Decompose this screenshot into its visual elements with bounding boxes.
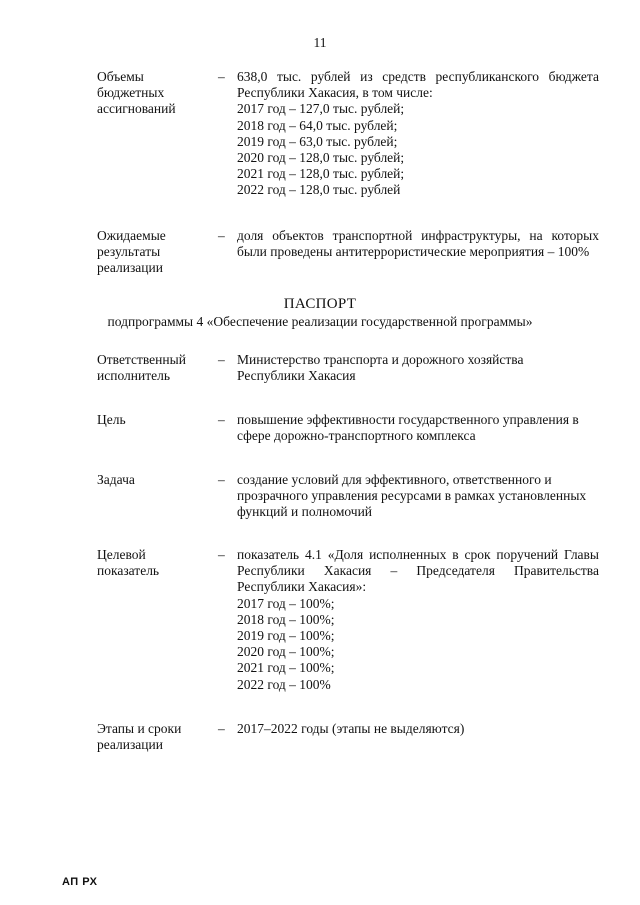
label-line: Этапы и сроки	[97, 721, 182, 736]
value-line: 2019 год – 63,0 тыс. рублей;	[237, 133, 398, 149]
passport-title: ПАСПОРТ	[283, 296, 357, 312]
value-line: 2022 год – 128,0 тыс. рублей	[237, 182, 401, 198]
task-label	[97, 472, 217, 488]
value-line: 2017 год – 127,0 тыс. рублей;	[237, 101, 405, 117]
expected-value: доля объектов транспортной инфраструктуры, на которых были проведены антитеррористические мероприятия – 100%	[237, 228, 599, 260]
value-line: 2021 год – 100%;	[237, 660, 335, 676]
target-label	[97, 547, 217, 579]
label-line: Объемы	[97, 69, 144, 84]
stages-value: 2017–2022 годы (этапы не выделяются)	[237, 721, 465, 736]
passport-subtitle: подпрограммы 4 «Обеспечение реализации государственной программы»	[107, 314, 533, 329]
label-line: показатель	[97, 563, 160, 579]
label-line: исполнитель	[97, 368, 170, 384]
responsible-value	[237, 352, 599, 384]
value-line: 2020 год – 128,0 тыс. рублей;	[237, 150, 405, 166]
value-line: Министерство транспорта и дорожного хозяйства	[237, 352, 524, 367]
target-value	[237, 547, 599, 693]
dash: –	[218, 69, 225, 84]
value-line: 638,0 тыс. рублей из средств республиканского бюджета Республики Хакасия, в том числе:	[237, 69, 599, 101]
value-line: 2021 год – 128,0 тыс. рублей;	[237, 166, 405, 182]
label-line: Задача	[97, 472, 135, 487]
label-line: бюджетных	[97, 85, 165, 101]
goal-value: повышение эффективности государственного управления в сфере дорожно-транспортного комплекса	[237, 412, 579, 444]
value-line: 2019 год – 100%;	[237, 628, 335, 644]
dash: –	[218, 228, 225, 243]
value-line: 2022 год – 100%	[237, 676, 331, 692]
budget-value	[237, 69, 599, 199]
expected-label	[97, 228, 217, 277]
dash: –	[218, 721, 225, 736]
stages-label	[97, 721, 217, 753]
value-line: 2018 год – 64,0 тыс. рублей;	[237, 117, 398, 133]
page-number: 11	[313, 35, 327, 50]
dash: –	[218, 352, 225, 367]
goal-label	[97, 412, 217, 428]
label-line: Цель	[97, 412, 126, 427]
task-value: создание условий для эффективного, ответственного и прозрачного управления ресурсами в рамках установленных функций и полномочий	[237, 472, 587, 520]
value-line: 2020 год – 100%;	[237, 644, 335, 660]
dash: –	[218, 472, 225, 487]
value-line: показатель 4.1 «Доля исполненных в срок поручений Главы Республики Хакасия – Председателя Правительства Республики Хакасия»:	[237, 547, 599, 595]
budget-label	[97, 69, 217, 118]
label-line: Целевой	[97, 547, 146, 562]
value-line: Республики Хакасия	[237, 368, 356, 384]
value-line: 2017 год – 100%;	[237, 595, 335, 611]
label-line: Ответственный	[97, 352, 186, 367]
dash: –	[218, 547, 225, 562]
value-line: 2018 год – 100%;	[237, 611, 335, 627]
footer-stamp: АП РХ	[62, 876, 98, 888]
label-line: реализации	[97, 737, 163, 753]
label-line: результаты	[97, 244, 161, 260]
label-line: реализации	[97, 260, 163, 276]
responsible-label	[97, 352, 217, 384]
label-line: Ожидаемые	[97, 228, 166, 243]
dash: –	[218, 412, 225, 427]
label-line: ассигнований	[97, 101, 176, 117]
